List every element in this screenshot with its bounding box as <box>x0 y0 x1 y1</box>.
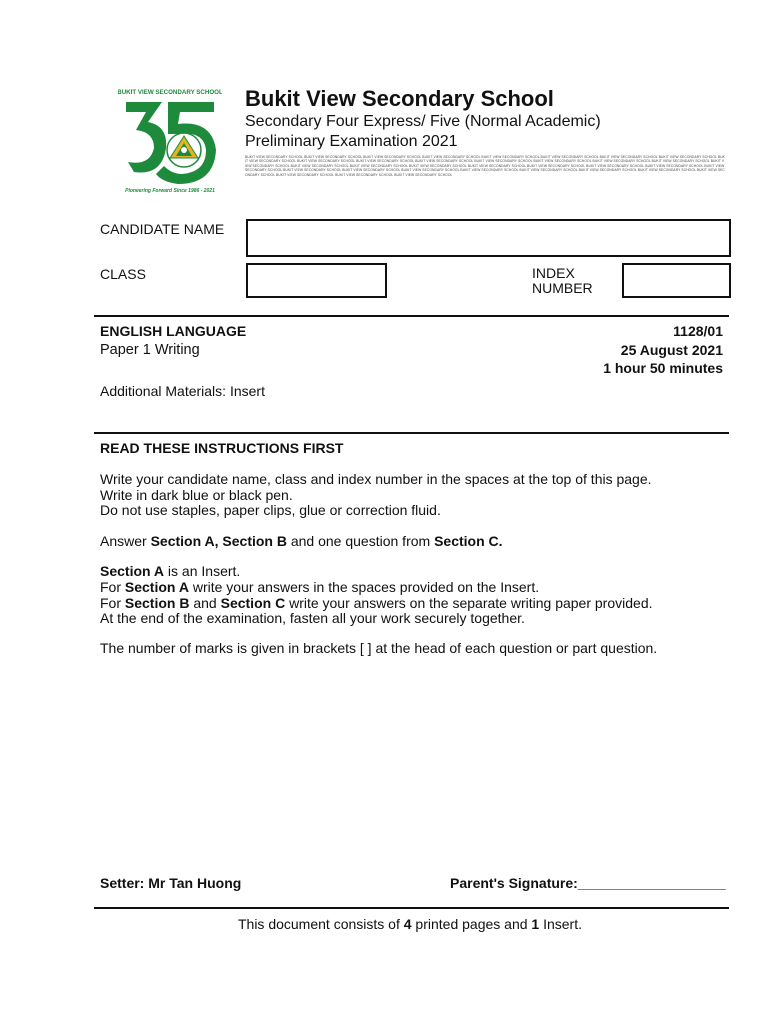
class-field[interactable] <box>246 263 387 298</box>
subject-title: ENGLISH LANGUAGE <box>100 323 247 339</box>
emphasis: Section A <box>100 563 165 579</box>
divider <box>94 907 729 909</box>
index-number-field[interactable] <box>622 263 731 298</box>
emphasis: Section C. <box>434 533 503 549</box>
paper-name: Paper 1 Writing <box>100 342 200 358</box>
text: and one question from <box>286 533 435 549</box>
emphasis: Section C <box>220 595 286 611</box>
instruction-line: Write your candidate name, class and index number in the spaces at the top of this page. <box>100 471 652 487</box>
parent-signature-line: Parent's Signature:___________________ <box>450 875 726 891</box>
index-label-line1: INDEX <box>532 265 575 281</box>
instruction-line: Write in dark blue or black pen. <box>100 487 293 503</box>
exam-title-line1: Secondary Four Express/ Five (Normal Academic) <box>245 113 601 130</box>
emphasis: Section A <box>124 579 189 595</box>
emphasis: Section A, Section B <box>150 533 287 549</box>
additional-materials: Additional Materials: Insert <box>100 383 265 399</box>
instruction-for-section-a <box>100 580 539 596</box>
security-microtext: BUKIT VIEW SECONDARY SCHOOL BUKIT VIEW SECONDARY SCHOOL BUKIT VIEW SECONDARY SCHOOL BUKIT VIEW SECONDARY SCHOOL BUKIT VIEW SECONDARY SCHOOL BUKIT VIEW SECONDARY SCHOOL BUKIT VIEW SECONDARY SCHOOL BUKIT VIEW SECONDARY SCHOOL BUKIT VIEW SECONDARY SCHOOL BUKIT VIEW SECONDARY SCHOOL BUKIT VIEW SECONDARY SCHOOL BUKIT VIEW SECONDARY SCHOOL BUKIT VIEW SECONDARY SCHOOL BUKIT VIEW SECONDARY SCHOOL BUKIT VIEW SECONDARY SCHOOL BUKIT VIEW SECONDARY SCHOOL BUKIT VIEW SECONDARY SCHOOL BUKIT VIEW SECONDARY SCHOOL BUKIT VIEW SECONDARY SCHOOL BUKIT VIEW SECONDARY SCHOOL BUKIT VIEW SECONDARY SCHOOL BUKIT VIEW SECONDARY SCHOOL BUKIT VIEW SECONDARY SCHOOL BUKIT VIEW SECONDARY SCHOOL BUKIT VIEW SECONDARY SCHOOL BUKIT VIEW SECONDARY SCHOOL BUKIT VIEW SECONDARY SCHOOL BUKIT VIEW SECONDARY SCHOOL BUKIT VIEW SECONDARY SCHOOL BUKIT VIEW SECONDARY SCHOOL BUKIT VIEW SECONDARY SCHOOL BUKIT VIEW SECONDARY SCHOOL BUKIT VIEW SECONDARY SCHOOL BUKIT VIEW SECONDARY SCHOOL BUKIT VIEW SECONDARY SCHOOL BUKIT VIEW SECONDARY SCHOOL <box>245 155 725 177</box>
instruction-section-a-insert <box>100 564 240 580</box>
text: printed pages and <box>411 916 532 932</box>
school-name: Bukit View Secondary School <box>245 86 554 111</box>
instructions-heading: READ THESE INSTRUCTIONS FIRST <box>100 440 344 456</box>
instruction-answer-sections <box>100 534 503 550</box>
exam-title-line2: Preliminary Examination 2021 <box>245 133 458 150</box>
text: Answer <box>100 533 151 549</box>
paper-code: 1128/01 <box>673 323 723 339</box>
emphasis: Section B <box>124 595 190 611</box>
candidate-name-field[interactable] <box>246 219 731 257</box>
text: Insert. <box>539 916 582 932</box>
emphasis: 4 <box>403 916 412 932</box>
instruction-line: The number of marks is given in brackets [ ] at the head of each question or part question. <box>100 640 658 656</box>
text: This document consists of <box>237 916 404 932</box>
page-count-note <box>0 917 768 933</box>
instruction-line: Do not use staples, paper clips, glue or correction fluid. <box>100 502 441 518</box>
candidate-name-label: CANDIDATE NAME <box>100 221 225 237</box>
divider <box>94 432 729 434</box>
text: For <box>100 595 125 611</box>
instruction-line: At the end of the examination, fasten all your work securely together. <box>100 610 525 626</box>
exam-date: 25 August 2021 <box>620 342 723 358</box>
exam-duration: 1 hour 50 minutes <box>603 360 723 376</box>
emphasis: 1 <box>531 916 540 932</box>
index-number-label <box>532 266 593 296</box>
text: write your answers on the separate writing paper provided. <box>285 595 653 611</box>
class-label: CLASS <box>100 266 146 282</box>
setter-name: Setter: Mr Tan Huong <box>100 875 242 891</box>
svg-text:Pioneering Forward Since 1986: Pioneering Forward Since 1986 - 2021 <box>125 188 215 194</box>
text: For <box>100 579 125 595</box>
divider <box>94 315 729 317</box>
text: and <box>189 595 221 611</box>
svg-text:BUKIT VIEW SECONDARY SCHOOL: BUKIT VIEW SECONDARY SCHOOL <box>118 89 222 96</box>
index-label-line2: NUMBER <box>532 280 593 296</box>
school-logo <box>118 86 222 194</box>
text: write your answers in the spaces provided on the Insert. <box>188 579 540 595</box>
text: is an Insert. <box>164 563 241 579</box>
